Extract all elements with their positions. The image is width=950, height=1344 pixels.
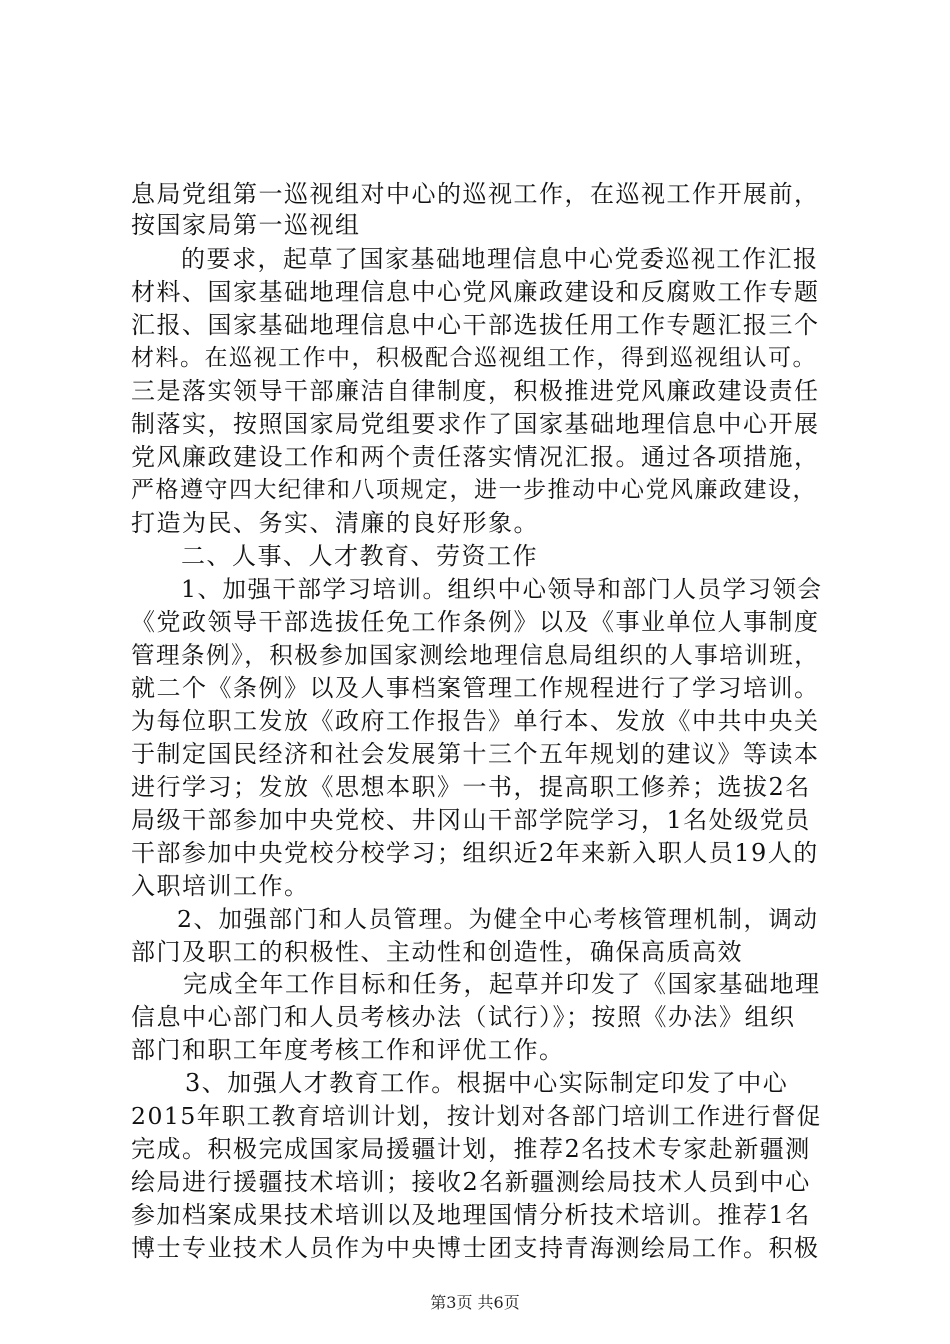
body-line: 进行学习；发放《思想本职》一书，提高职工修养；选拔2名 [131,773,811,801]
body-line: 完成全年工作目标和任务，起草并印发了《国家基础地理 [183,970,821,998]
body-line: 为每位职工发放《政府工作报告》单行本、发放《中共中央关 [131,707,820,735]
body-line: 材料、国家基础地理信息中心党风廉政建设和反腐败工作专题 [131,278,820,306]
body-line: 2、加强部门和人员管理。为健全中心考核管理机制，调动 [177,905,819,933]
body-line: 息局党组第一巡视组对中心的巡视工作，在巡视工作开展前， [131,180,820,208]
body-line: 2015年职工教育培训计划，按计划对各部门培训工作进行督促 [131,1102,822,1130]
body-line: 部门及职工的积极性、主动性和创造性，确保高质高效 [131,938,743,966]
body-line: 博士专业技术人员作为中央博士团支持青海测绘局工作。积极 [131,1234,820,1262]
body-line: 入职培训工作。 [131,872,310,900]
page-footer: 第3页 共6页 [430,1293,520,1312]
body-line: 就二个《条例》以及人事档案管理工作规程进行了学习培训。 [131,674,820,702]
body-line: 制落实，按照国家局党组要求作了国家基础地理信息中心开展 [131,410,820,438]
section-heading: 二、人事、人才教育、劳资工作 [181,542,538,570]
body-line: 党风廉政建设工作和两个责任落实情况汇报。通过各项措施， [131,443,820,471]
body-line: 局级干部参加中央党校、井冈山干部学院学习，1名处级党员 [131,806,811,834]
body-line: 部门和职工年度考核工作和评优工作。 [131,1036,565,1064]
body-line: 材料。在巡视工作中，积极配合巡视组工作，得到巡视组认可。 [131,345,817,371]
body-line: 参加档案成果技术培训以及地理国情分析技术培训。推荐1名 [131,1201,811,1229]
body-line: 按国家局第一巡视组 [131,211,361,239]
body-line: 1、加强干部学习培训。组织中心领导和部门人员学习领会 [181,575,823,603]
body-line: 《党政领导干部选拔任免工作条例》以及《事业单位人事制度 [131,608,820,636]
body-line: 三是落实领导干部廉洁自律制度，积极推进党风廉政建设责任 [131,377,820,405]
body-line: 3、加强人才教育工作。根据中心实际制定印发了中心 [185,1069,789,1097]
body-line: 汇报、国家基础地理信息中心干部选拔任用工作专题汇报三个 [131,311,820,339]
body-line: 于制定国民经济和社会发展第十三个五年规划的建议》等读本 [131,740,820,768]
body-line: 管理条例》，积极参加国家测绘地理信息局组织的人事培训班， [131,641,820,669]
body-line: 严格遵守四大纪律和八项规定，进一步推动中心党风廉政建设， [131,477,817,503]
body-line: 完成。积极完成国家局援疆计划，推荐2名技术专家赴新疆测 [131,1135,811,1163]
body-line: 打造为民、务实、清廉的良好形象。 [131,509,539,537]
body-line: 绘局进行援疆技术培训；接收2名新疆测绘局技术人员到中心 [131,1168,811,1196]
body-line: 的要求，起草了国家基础地理信息中心党委巡视工作汇报 [181,245,819,273]
body-line: 信息中心部门和人员考核办法（试行）》；按照《办法》组织 [131,1003,796,1031]
body-line: 干部参加中央党校分校学习；组织近2年来新入职人员19人的 [131,839,819,867]
